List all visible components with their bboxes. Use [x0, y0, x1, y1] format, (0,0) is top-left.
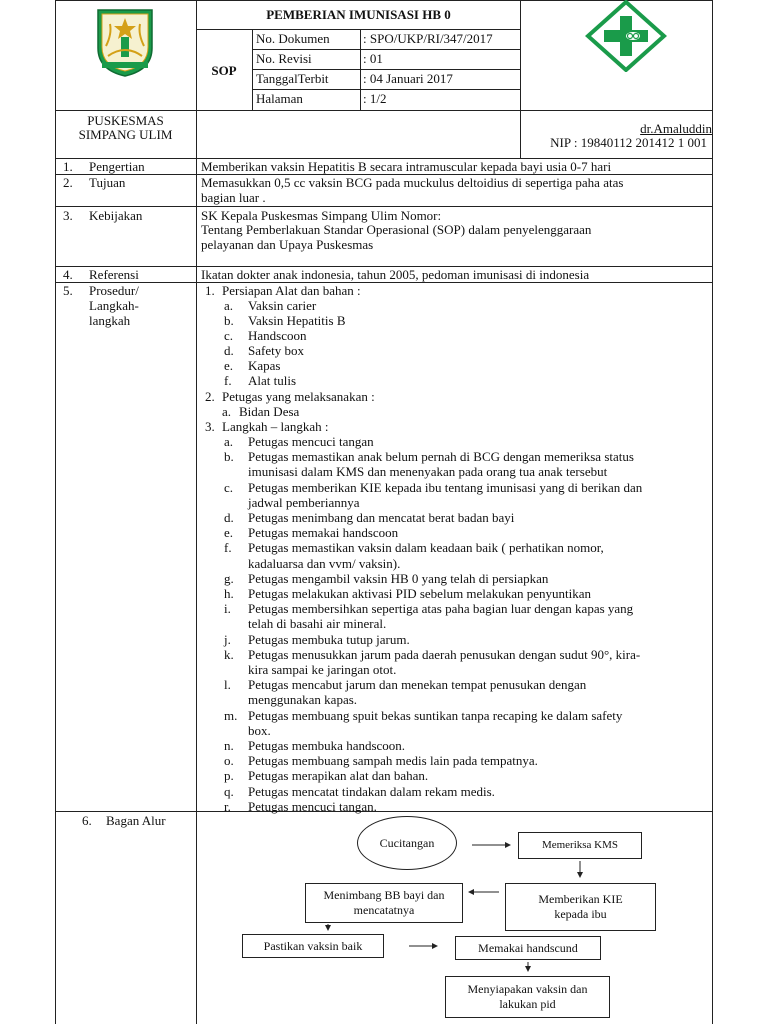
p3-item-marker: f.	[224, 540, 232, 556]
p3-item-text-cont: menggunakan kapas.	[248, 692, 358, 708]
flow-memakai-handscund	[455, 936, 601, 960]
org-name-line1: PUSKESMAS	[87, 113, 164, 128]
flow-kie-line2: kepada ibu	[554, 907, 607, 921]
p3-item-text: Petugas memakai handscoon	[248, 525, 399, 541]
flow-kms-text: Memeriksa KMS	[541, 839, 619, 851]
p3-item-text: Petugas memastikan vaksin dalam keadaan baik ( perhatikan nomor,	[248, 540, 604, 556]
flow-handscund-text: Memakai handscund	[478, 940, 578, 955]
p3-item-text: Petugas menimbang dan mencatat berat badan bayi	[248, 510, 515, 525]
meta-value-page: : 1/2	[363, 91, 387, 106]
p1-item-marker: d.	[224, 343, 234, 358]
meta-label-doc: No. Dokumen	[256, 31, 330, 46]
sec3-text-2: Tentang Pemberlakuan Standar Operasional (SOP) dalam penyelenggaraan	[201, 222, 592, 237]
flow-memberikan-kie	[505, 883, 656, 931]
flow-menimbang-bb	[305, 883, 463, 923]
puskesmas-logo	[584, 0, 668, 72]
p3-item-text: Petugas membuka tutup jarum.	[248, 631, 410, 647]
header-sep-1	[196, 0, 197, 158]
p1-item-marker: c.	[224, 328, 234, 343]
p1-item-text: Kapas	[248, 358, 281, 373]
sec1-text: Memberikan vaksin Hepatitis B secara intramuscular kepada bayi usia 0-7 hari	[201, 159, 612, 174]
p3-item-text: Petugas mencuci tangan.	[248, 798, 377, 814]
p2-title: Petugas yang melaksanakan :	[222, 389, 375, 404]
p3-item-text: Petugas mencabut jarum dan menekan tempat penusukan dengan	[248, 677, 587, 693]
sec2-text-2: bagian luar .	[201, 190, 266, 205]
frame-right	[712, 0, 713, 1024]
meta-label-page: Halaman	[256, 91, 303, 106]
sec4-label: Referensi	[89, 267, 139, 282]
meta-value-date: : 04 Januari 2017	[363, 71, 453, 86]
sec2-text-1: Memasukkan 0,5 cc vaksin BCG pada muckulus deltoidius di sepertiga paha atas	[201, 175, 624, 190]
p3-item-marker: m.	[224, 707, 238, 723]
p2-num: 2.	[205, 389, 215, 404]
p3-item-text-cont: telah di basahi air mineral.	[248, 616, 387, 632]
p3-item-marker: n.	[224, 738, 234, 753]
sec3-label: Kebijakan	[89, 208, 143, 223]
sec3-text-1: SK Kepala Puskesmas Simpang Ulim Nomor:	[201, 208, 442, 223]
p3-item-text: Petugas menusukkan jarum pada daerah penusukan dengan sudut 90°, kira-	[248, 646, 641, 662]
p3-item-text-cont: jadwal pemberiannya	[248, 494, 360, 510]
flow-menyiapkan-vaksin	[445, 976, 610, 1018]
sec4-text: Ikatan dokter anak indonesia, tahun 2005, pedoman imunisasi di indonesia	[201, 267, 590, 282]
p2-item-text: Bidan Desa	[239, 404, 300, 419]
meta-row-1	[252, 49, 521, 50]
org-name-line2: SIMPANG ULIM	[78, 127, 173, 142]
p3-item-marker: i.	[224, 601, 231, 617]
flow-cuci-line1: Cuci	[379, 835, 403, 850]
p3-item-text: Petugas melakukan aktivasi PID sebelum melakukan penyuntikan	[248, 586, 591, 601]
p3-item-marker: p.	[224, 768, 234, 784]
p3-num: 3.	[205, 419, 215, 434]
flow-pastikan-vaksin	[242, 934, 384, 958]
p3-item-marker: a.	[224, 434, 234, 449]
p3-item-marker: g.	[224, 570, 234, 586]
row-sep-2	[55, 206, 713, 207]
frame-left	[55, 0, 56, 1024]
p3-item-text-cont: imunisasi dalam KMS dan menenyakan pada orang tua anak tersebut	[248, 464, 608, 480]
sec1-label: Pengertian	[89, 159, 145, 174]
signer-nip: NIP : 19840112 201412 1 001	[550, 135, 707, 150]
flow-memeriksa-kms	[518, 832, 642, 859]
flow-pastikan-text: Pastikan vaksin baik	[263, 938, 363, 953]
p3-item-text: Petugas membersihkan sepertiga atas paha bagian luar dengan kapas yang	[248, 601, 634, 617]
p3-item-marker: l.	[224, 677, 231, 693]
flow-bb-line2: mencatatnya	[353, 903, 415, 917]
p1-item-marker: a.	[224, 298, 234, 313]
flow-cuci-tangan	[357, 816, 457, 870]
meta-value-rev: : 01	[363, 51, 383, 66]
flowchart	[197, 812, 712, 1024]
p3-item-text: Petugas memberikan KIE kepada ibu tentang imunisasi yang di berikan dan	[248, 479, 643, 495]
p1-item-text: Vaksin carier	[248, 298, 317, 313]
p3-item-marker: b.	[224, 449, 234, 465]
sec2-label: Tujuan	[89, 175, 126, 190]
row-sep-4	[55, 282, 713, 283]
sec6-label: Bagan Alur	[106, 813, 166, 828]
meta-label-date: TanggalTerbit	[256, 71, 329, 86]
p1-item-marker: e.	[224, 358, 234, 373]
p3-item-marker: j.	[224, 631, 231, 647]
p3-item-marker: c.	[224, 479, 234, 495]
p3-item-text: Petugas mencatat tindakan dalam rekam medis.	[248, 783, 495, 799]
p3-item-marker: h.	[224, 586, 234, 601]
sec4-num: 4.	[63, 267, 73, 282]
p3-item-marker: d.	[224, 510, 234, 525]
p1-item-text: Alat tulis	[248, 373, 297, 388]
flow-siap-line1: Menyiapakan vaksin dan	[467, 982, 588, 996]
p3-item-text-cont: box.	[248, 722, 271, 738]
p1-item-text: Handscoon	[248, 328, 307, 343]
p3-item-text: Petugas mencuci tangan	[248, 434, 374, 449]
sec5-num: 5.	[63, 283, 73, 298]
flow-cuci-line2: tangan	[402, 835, 435, 850]
meta-row-3	[252, 89, 521, 90]
meta-label-rev: No. Revisi	[256, 51, 312, 66]
sec3-num: 3.	[63, 208, 73, 223]
header-mid	[55, 110, 713, 111]
p3-item-marker: q.	[224, 783, 234, 799]
meta-row-2	[252, 69, 521, 70]
aceh-timur-logo	[88, 4, 162, 78]
p2-item-marker: a.	[222, 404, 232, 419]
sec5-label-1: Prosedur/	[89, 283, 139, 298]
flow-bb-line1: Menimbang BB bayi dan	[323, 888, 445, 902]
p1-item-marker: f.	[224, 373, 232, 388]
sec6-num: 6.	[82, 813, 92, 828]
p1-item-text: Vaksin Hepatitis B	[248, 313, 346, 328]
title-bottom	[196, 29, 521, 30]
p3-item-text: Petugas membuang spuit bekas suntikan tanpa recaping ke dalam safety	[248, 707, 623, 723]
sec5-label-3: langkah	[89, 313, 131, 328]
p3-item-text: Petugas membuang sampah medis lain pada tempatnya.	[248, 753, 538, 769]
p1-item-text: Safety box	[248, 343, 304, 358]
sec3-text-3: pelayanan dan Upaya Puskesmas	[201, 237, 374, 252]
p3-title: Langkah – langkah :	[222, 419, 329, 434]
p3-item-text-cont: kadaluarsa dan vvm/ vaksin).	[248, 555, 401, 571]
p1-title: Persiapan Alat dan bahan :	[222, 283, 361, 298]
document-title: PEMBERIAN IMUNISASI HB 0	[266, 7, 451, 22]
signer-name: dr.Amaluddin	[640, 121, 712, 136]
p1-num: 1.	[205, 283, 215, 298]
p3-item-marker: e.	[224, 525, 234, 541]
p3-item-text: Petugas merapikan alat dan bahan.	[248, 768, 429, 784]
flow-siap-line2: lakukan pid	[499, 997, 556, 1011]
sec5-label-2: Langkah-	[89, 298, 139, 313]
p3-item-text: Petugas memastikan anak belum pernah di BCG dengan memeriksa status	[248, 449, 634, 465]
meta-value-doc: : SPO/UKP/RI/347/2017	[363, 31, 493, 46]
sec1-num: 1.	[63, 159, 73, 174]
sop-label: SOP	[211, 63, 237, 78]
p3-item-marker: r.	[224, 798, 231, 814]
sec2-num: 2.	[63, 175, 73, 190]
p1-item-marker: b.	[224, 313, 234, 328]
p3-item-text-cont: kira sampai ke jaringan otot.	[248, 662, 397, 677]
p3-item-marker: k.	[224, 646, 234, 662]
p3-item-text: Petugas mengambil vaksin HB 0 yang telah di persiapkan	[248, 570, 549, 586]
p3-item-text: Petugas membuka handscoon.	[248, 738, 406, 753]
p3-item-marker: o.	[224, 753, 234, 769]
flow-kie-line1: Memberikan KIE	[538, 892, 623, 906]
